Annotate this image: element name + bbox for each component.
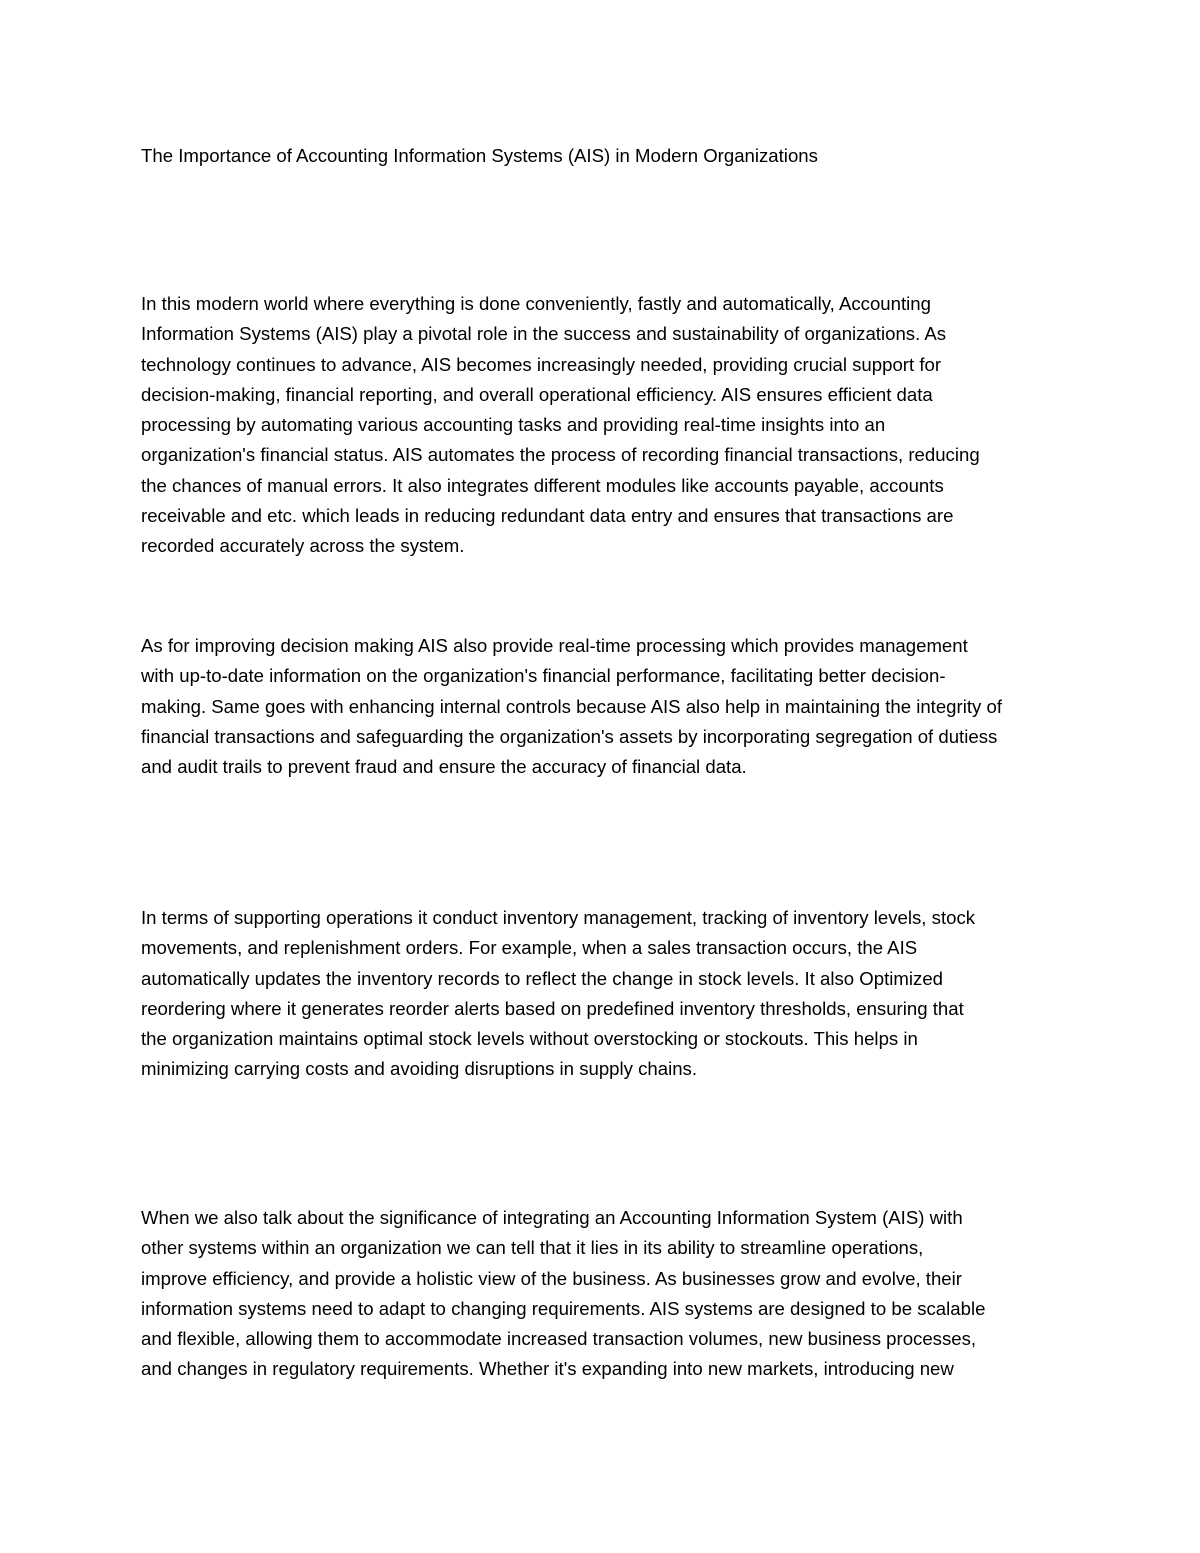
paragraph-line: improve efficiency, and provide a holistic view of the business. As businesses grow and evolve, their (141, 1267, 962, 1289)
paragraph-line: technology continues to advance, AIS becomes increasingly needed, providing crucial support for (141, 353, 942, 375)
paragraph-line: other systems within an organization we can tell that it lies in its ability to streamline operations, (141, 1237, 924, 1259)
paragraph-line: recorded accurately across the system. (141, 535, 465, 557)
paragraph-line: When we also talk about the significance of integrating an Accounting Information System (AIS) with (141, 1207, 963, 1228)
paragraph-line: In this modern world where everything is done conveniently, fastly and automatically, Accounting (141, 293, 931, 314)
paragraph-3 (141, 903, 1066, 1085)
paragraph-line: information systems need to adapt to changing requirements. AIS systems are designed to be scalable (141, 1297, 986, 1319)
paragraph-line: minimizing carrying costs and avoiding disruptions in supply chains. (141, 1058, 698, 1080)
paragraph-line: decision-making, financial reporting, and overall operational efficiency. AIS ensures efficient data (141, 383, 933, 405)
paragraph-4 (141, 1203, 1066, 1385)
paragraph-line: In terms of supporting operations it conduct inventory management, tracking of inventory levels, stock (141, 907, 976, 928)
paragraph-line: the organization maintains optimal stock levels without overstocking or stockouts. This helps in (141, 1028, 918, 1050)
paragraph-line: and flexible, allowing them to accommodate increased transaction volumes, new business processes, (141, 1328, 977, 1350)
paragraph-line: movements, and replenishment orders. For example, when a sales transaction occurs, the AIS (141, 937, 918, 959)
paragraph-line: financial transactions and safeguarding the organization's assets by incorporating segregation of dutiess (141, 725, 998, 747)
paragraph-line: organization's financial status. AIS automates the process of recording financial transactions, reducing (141, 444, 980, 466)
paragraph-1 (141, 289, 1066, 562)
paragraph-line: making. Same goes with enhancing internal controls because AIS also help in maintaining the integrity of (141, 695, 1002, 717)
paragraph-line: automatically updates the inventory records to reflect the change in stock levels. It also Optimized (141, 967, 944, 989)
paragraph-line: As for improving decision making AIS also provide real-time processing which provides management (141, 635, 968, 656)
paragraph-line: with up-to-date information on the organization's financial performance, facilitating better decision- (141, 665, 946, 687)
paragraph-line: reordering where it generates reorder alerts based on predefined inventory thresholds, ensuring that (141, 997, 964, 1019)
paragraph-line: Information Systems (AIS) play a pivotal role in the success and sustainability of organizations. As (141, 323, 947, 345)
document-title (141, 141, 1066, 171)
paragraph-2 (141, 631, 1066, 782)
paragraph-line: processing by automating various accounting tasks and providing real-time insights into an (141, 414, 886, 436)
title-text: The Importance of Accounting Information Systems (AIS) in Modern Organizations (141, 145, 818, 166)
paragraph-line: and changes in regulatory requirements. Whether it's expanding into new markets, introducing new (141, 1358, 954, 1380)
paragraph-line: the chances of manual errors. It also integrates different modules like accounts payable, accounts (141, 474, 944, 496)
paragraph-line: receivable and etc. which leads in reducing redundant data entry and ensures that transactions are (141, 505, 954, 527)
paragraph-line: and audit trails to prevent fraud and ensure the accuracy of financial data. (141, 756, 747, 778)
